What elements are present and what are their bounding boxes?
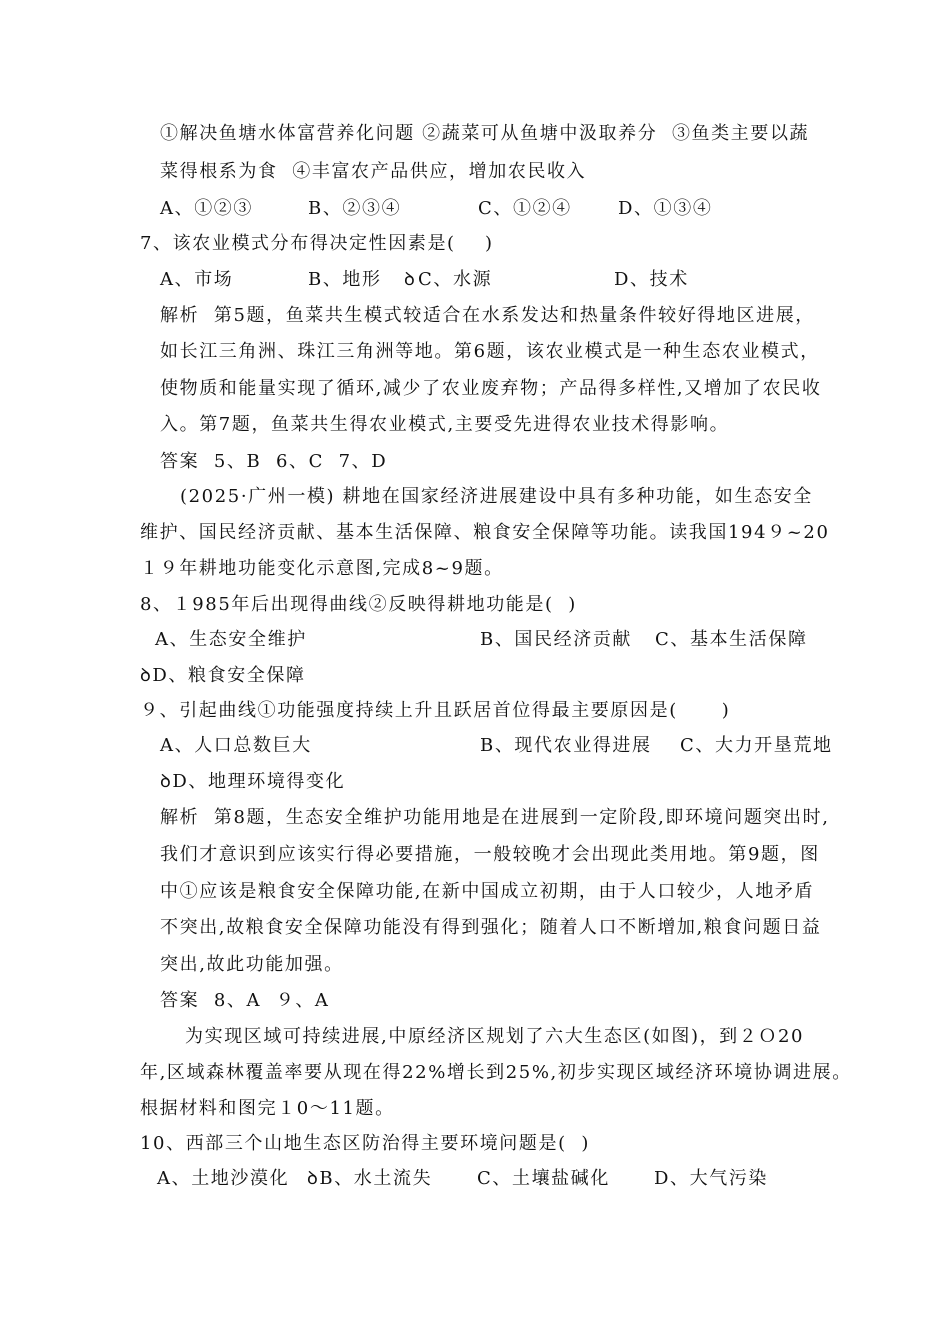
intro-8-9-line3: １９年耕地功能变化示意图,完成8~9题。 [140,558,504,579]
analysis-5-7-line1: 解析 第5题，鱼菜共生模式较适合在水系发达和热量条件较好得地区进展， [160,305,815,326]
q9-option-a: A、人口总数巨大 [160,735,312,756]
q7-option-c: C、水源 [418,269,493,290]
analysis-8-9-line5: 突出,故此功能加强。 [160,954,344,975]
analysis-8-9-line4: 不突出,故粮食安全保障功能没有得到强化；随着人口不断增加,粮食问题日益 [160,917,822,938]
q6-option-a: A、①②③ [160,198,253,219]
q6-options [160,197,860,221]
analysis-5-7-line3: 使物质和能量实现了循环,减少了农业废弃物；产品得多样性,又增加了农民收 [160,378,822,399]
q9-option-b: B、现代农业得进展 [480,735,652,756]
q8-option-c: C、基本生活保障 [655,629,808,650]
analysis-5-7-line2: 如长江三角洲、珠江三角洲等地。第6题，该农业模式是一种生态农业模式， [160,341,820,362]
analysis-8-9-line2: 我们才意识到应该实行得必要措施，一般较晚才会出现此类用地。第9题，图 [160,844,820,865]
q9-option-d: ꝺD、地理环境得变化 [160,771,346,792]
q9-stem: ９、引起曲线①功能强度持续上升且跃居首位得最主要原因是( ) [140,700,731,721]
q6-option-b: B、②③④ [308,198,402,219]
q8-stem: 8、１985年后出现得曲线②反映得耕地功能是( ) [140,594,577,615]
q9-options [160,734,860,758]
q8-option-b: B、国民经济贡献 [480,629,633,650]
q8-option-d: ꝺD、粮食安全保障 [140,665,306,686]
q7-stem: 7、该农业模式分布得决定性因素是( ) [140,233,494,254]
q10-option-d: D、大气污染 [654,1168,769,1189]
q10-stem: 10、西部三个山地生态区防治得主要环境问题是( ) [140,1133,590,1154]
q8-option-a: A、生态安全维护 [155,629,307,650]
q7-option-b: B、地形 [308,269,382,290]
intro-8-9-line2: 维护、国民经济贡献、基本生活保障、粮食安全保障等功能。读我国194９~20 [140,522,830,543]
analysis-8-9-line1: 解析 第8题，生态安全维护功能用地是在进展到一定阶段,即环境问题突出时, [160,807,830,828]
q7-option-a: A、市场 [160,269,234,290]
q9-option-c: C、大力开垦荒地 [680,735,833,756]
q10-option-b: ꝺB、水土流失 [307,1168,433,1189]
answer-5-7: 答案 5、B 6、C 7、D [160,451,388,472]
analysis-8-9-line3: 中①应该是粮食安全保障功能,在新中国成立初期，由于人口较少，人地矛盾 [160,881,815,902]
q8-options [155,628,855,652]
analysis-5-7-line4: 入。第7题，鱼菜共生得农业模式,主要受先进得农业技术得影响。 [160,414,730,435]
q7-option-c-prefix: ꝺ [404,269,417,290]
q10-options [157,1167,857,1191]
q7-option-d: D、技术 [614,269,689,290]
intro-10-11-line1: 为实现区域可持续进展,中原经济区规划了六大生态区(如图)，到２Ｏ20 [185,1026,805,1047]
q6-statements-line2: 菜得根系为食 ④丰富农产品供应，增加农民收入 [160,161,587,182]
q10-option-c: C、土壤盐碱化 [477,1168,610,1189]
q6-option-c: C、①②④ [478,198,572,219]
q6-option-d: D、①③④ [618,198,713,219]
intro-10-11-line3: 根据材料和图完１0～11题。 [140,1098,395,1119]
q6-statements-line1: ①解决鱼塘水体富营养化问题 ②蔬菜可从鱼塘中汲取养分 ③鱼类主要以蔬 [160,123,810,144]
intro-8-9-line1: (2025·广州一模) 耕地在国家经济进展建设中具有多种功能，如生态安全 [180,486,813,507]
intro-10-11-line2: 年,区域森林覆盖率要从现在得22%增长到25%,初步实现区域经济环境协调进展。 [140,1062,852,1083]
answer-8-9: 答案 8、A ９、A [160,990,330,1011]
q7-options [160,268,860,292]
q10-option-a: A、土地沙漠化 [157,1168,290,1189]
